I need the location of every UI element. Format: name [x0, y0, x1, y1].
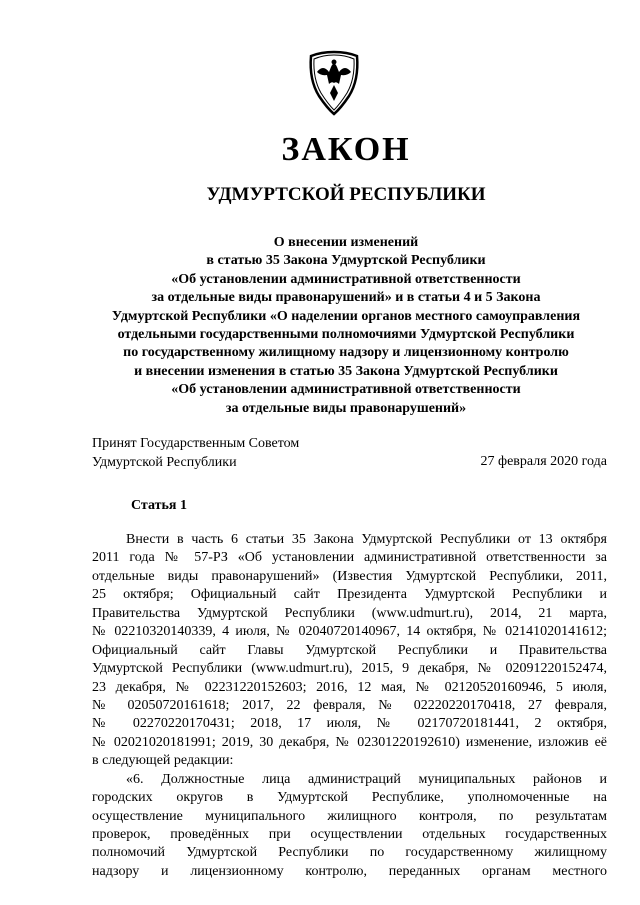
heading-line: Удмуртской Республики «О наделении органов местного самоуправления: [111, 308, 581, 324]
body-line: 25 октября; Официальный сайт Президента Удмуртской Республики и: [92, 587, 607, 603]
body-line: № 02021020181991; 2019, 30 декабря, № 02301220192610) изменение, изложив её: [92, 734, 607, 750]
republic-subtitle: УДМУРТСКОЙ РЕСПУБЛИКИ: [206, 184, 486, 205]
body-line: в следующей редакции:: [92, 753, 234, 769]
heading-line: «Об установлении административной ответственности: [171, 382, 521, 398]
body-line: Внести в часть 6 статьи 35 Закона Удмуртской Республики от 13 октября: [126, 532, 607, 547]
adoption-line: Удмуртской Республики: [92, 454, 237, 470]
coat-of-arms-icon: [307, 50, 361, 116]
body-line: 23 декабря, № 02231220152603; 2016, 12 мая, № 02120520160946, 5 июля,: [92, 679, 607, 695]
adoption-line: Принят Государственным Советом: [92, 436, 300, 451]
body-line: городских округов в Удмуртской Республике, уполномоченные на: [92, 790, 607, 806]
body-line: 2011 года № 57-РЗ «Об установлении административной ответственности за: [92, 550, 607, 566]
body-line: Правительства Удмуртской Республики (www.udmurt.ru), 2014, 21 марта,: [92, 605, 607, 621]
body-line: осуществление муниципального жилищного контроля, по результатам: [92, 808, 607, 824]
heading-line: и внесении изменения в статью 35 Закона Удмуртской Республики: [134, 363, 558, 379]
body-line: Официальный сайт Главы Удмуртской Республики и Правительства: [92, 642, 607, 658]
law-heading: [26, 234, 640, 418]
body-line: № 02210320140339, 4 июля, № 02040720140967, 14 октября, № 02141020141612;: [92, 624, 607, 640]
heading-line: «Об установлении административной ответственности: [171, 271, 521, 287]
body-line: отдельные виды правонарушений» (Известия Удмуртской Республики, 2011,: [92, 568, 607, 584]
article-title: Статья 1: [131, 498, 187, 513]
heading-line: в статью 35 Закона Удмуртской Республики: [206, 253, 486, 269]
law-title: ЗАКОН: [281, 131, 411, 168]
body-line: № 02270220170431; 2018, 17 июля, № 02170720181441, 2 октября,: [92, 716, 607, 732]
heading-line: О внесении изменений: [273, 235, 419, 250]
heading-line: за отдельные виды правонарушений»: [225, 400, 467, 416]
heading-line: отдельными государственными полномочиями Удмуртской Республики: [117, 327, 575, 343]
heading-line: по государственному жилищному надзору и лицензионному контролю: [123, 345, 569, 361]
adoption-date: 27 февраля 2020 года: [480, 454, 607, 469]
adoption-note: [92, 435, 299, 472]
article-body: [92, 531, 607, 881]
body-line: надзору и лицензионному контролю, переданных органам местного: [92, 863, 607, 879]
heading-line: за отдельные виды правонарушений» и в статьи 4 и 5 Закона: [151, 290, 541, 306]
body-line: Удмуртской Республики (www.udmurt.ru), 2015, 9 декабря, № 02091220152474,: [92, 661, 607, 677]
body-line: полномочий Удмуртской Республики по государственному жилищному: [92, 845, 607, 861]
body-line: проверок, проведённых при осуществлении отдельных государственных: [92, 827, 607, 842]
body-line: № 02050720161618; 2017, 22 февраля, № 02220220170418, 27 февраля,: [92, 697, 607, 713]
body-line: «6. Должностные лица администраций муниципальных районов и: [126, 771, 607, 787]
